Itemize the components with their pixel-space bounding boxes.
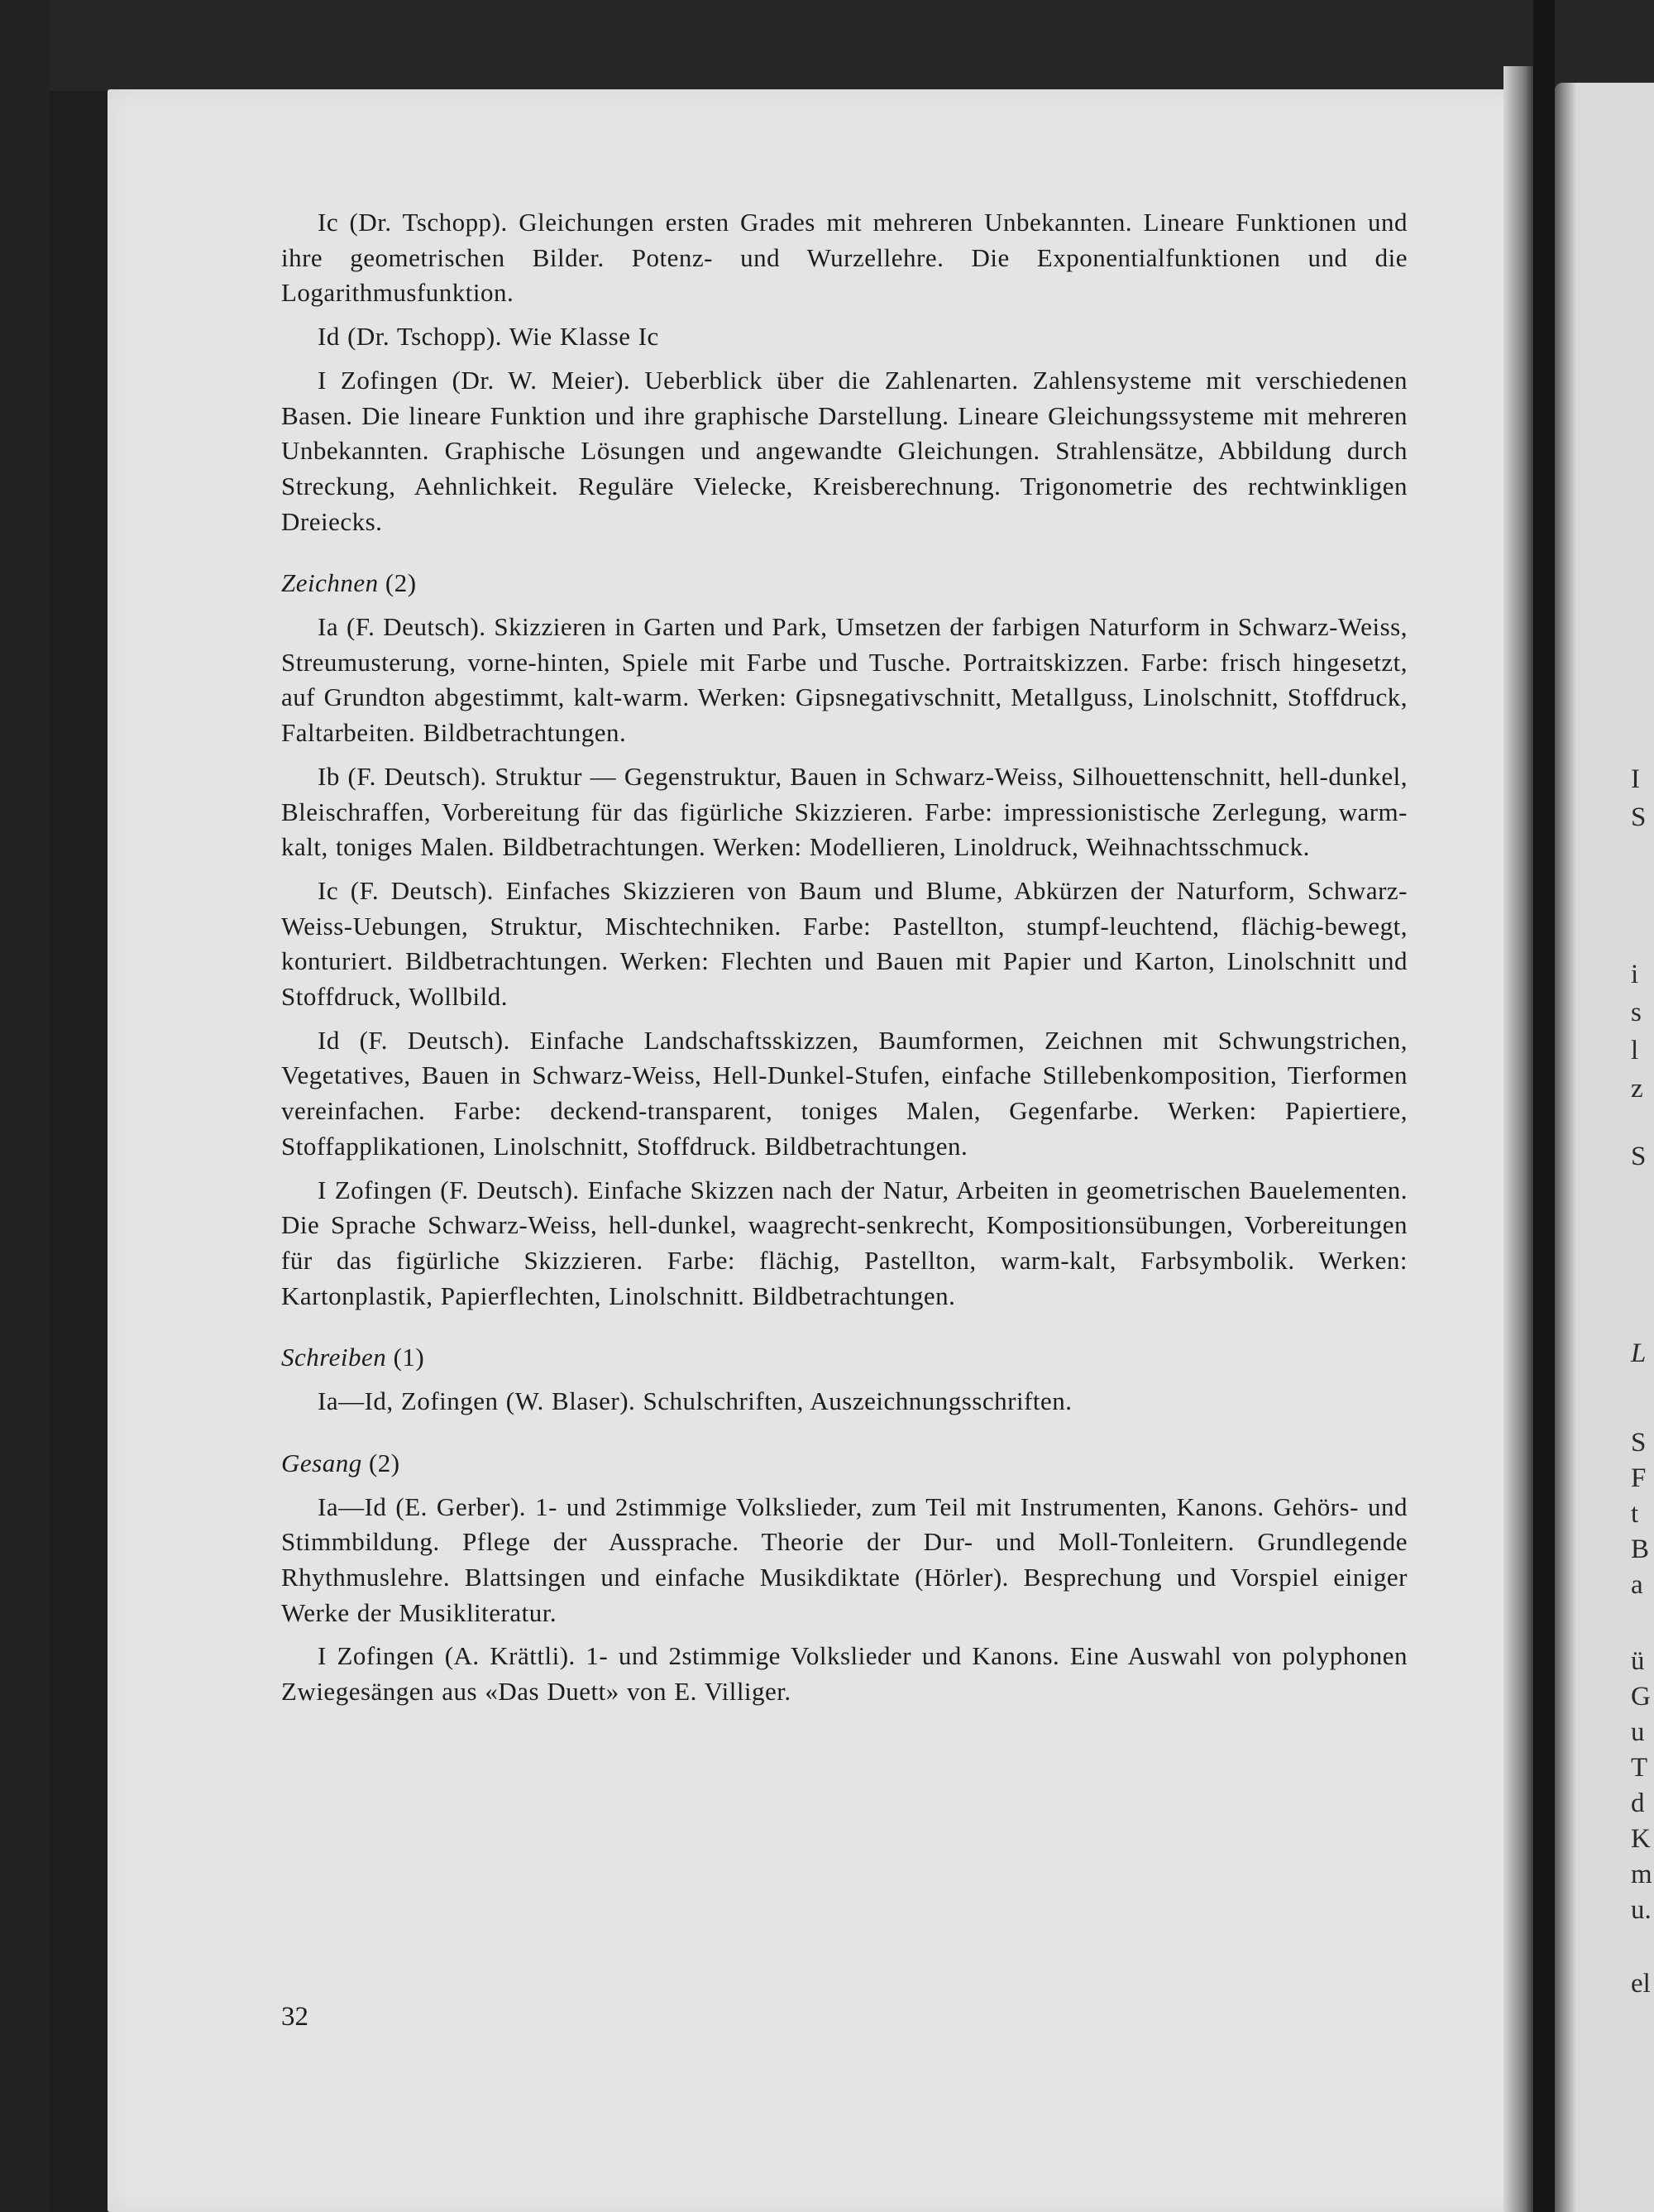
next-page-fragment: F: [1631, 1463, 1647, 1493]
paragraph: Ic (Dr. Tschopp). Gleichungen ersten Grades mit mehreren Unbekannten. Lineare Funktionen und ihre geometrischen Bilder. Potenz- und Wurzellehre. Die Exponentialfunktionen und die Logarithmusfunktion.: [281, 208, 1408, 308]
next-page-fragment: a: [1631, 1570, 1643, 1600]
next-page-fragment: d: [1631, 1788, 1645, 1818]
next-page-fragment: l: [1631, 1036, 1639, 1065]
next-page-fragment: el: [1631, 1969, 1651, 1999]
next-page-fragment: B: [1631, 1535, 1650, 1564]
next-page-fragment: K: [1631, 1824, 1651, 1854]
section-hours: (2): [368, 1448, 400, 1477]
section-heading-schreiben: [281, 1314, 1408, 1384]
paragraph: Ib (F. Deutsch). Struktur — Gegenstruktur, Bauen in Schwarz-Weiss, Silhouettenschnitt, hell-dunkel, Bleischraffen, Vorbereitung für das figürliche Skizzieren. Farbe: impressionistische Zerlegung, warm-kalt, toniges Malen. Bildbetrachtungen. Werken: Modellieren, Linoldruck, Weihnachtsschmuck.: [281, 761, 1408, 862]
section-heading-gesang: [281, 1420, 1408, 1490]
paragraph: Ia—Id, Zofingen (W. Blaser). Schulschriften, Auszeichnungsschriften.: [318, 1386, 1073, 1416]
section-title: Gesang: [281, 1448, 362, 1477]
paragraph: Id (Dr. Tschopp). Wie Klasse Ic: [318, 322, 659, 352]
next-page-fragment: S: [1631, 1428, 1647, 1458]
next-page-fragment: m: [1631, 1860, 1652, 1889]
paragraph: Ic (F. Deutsch). Einfaches Skizzieren von Baum und Blume, Abkürzen der Naturform, Schwarz-Weiss-Uebungen, Struktur, Mischtechniken. Farbe: Pastellton, stumpf-leuchtend, flächig-bewegt, konturiert. Bildbetrachtungen. Werken: Flechten und Bauen mit Papier und Karton, Linolschnitt und Stoffdruck, Wollbild.: [281, 875, 1408, 1012]
section-hours: (2): [385, 568, 417, 598]
next-page-fragment: L: [1631, 1338, 1647, 1368]
scan-background-left: [0, 0, 50, 2212]
paragraph: I Zofingen (A. Krättli). 1- und 2stimmige Volkslieder und Kanons. Eine Auswahl von polyphonen Zwiegesängen aus «Das Duett» von E. Villiger.: [281, 1641, 1408, 1707]
scan-background-top: [0, 0, 1654, 91]
next-page-fragment: G: [1631, 1682, 1651, 1712]
next-page-fragment: ü: [1631, 1646, 1645, 1676]
page-number: 32: [281, 2002, 308, 2032]
next-page-fragment: t: [1631, 1499, 1639, 1529]
paragraph: Id (F. Deutsch). Einfache Landschaftsskizzen, Baumformen, Zeichnen mit Schwungstrichen, Vegetatives, Bauen in Schwarz-Weiss, Hell-Dunkel-Stufen, einfache Stillebenkomposition, Tierformen vereinfachen. Farbe: deckend-transparent, toniges Malen, Gegenfarbe. Werken: Papiertiere, Stoffapplikationen, Linolschnitt, Stoffdruck. Bildbetrachtungen.: [281, 1025, 1408, 1161]
section-title: Zeichnen: [281, 568, 379, 598]
next-page-fragment: z: [1631, 1074, 1643, 1104]
page-text: [281, 205, 1408, 1710]
next-page-edge: [1555, 83, 1654, 2212]
next-page-fragment: T: [1631, 1753, 1648, 1783]
next-page-fragment: S: [1631, 802, 1647, 832]
paragraph: Ia (F. Deutsch). Skizzieren in Garten und Park, Umsetzen der farbigen Naturform in Schwarz-Weiss, Streumusterung, vorne-hinten, Spiele mit Farbe und Tusche. Portraitskizzen. Farbe: frisch hingesetzt, auf Grundton abgestimmt, kalt-warm. Werken: Gipsnegativschnitt, Metallguss, Linolschnitt, Stoffdruck, Faltarbeiten. Bildbetrachtungen.: [281, 612, 1408, 748]
section-title: Schreiben: [281, 1343, 387, 1372]
next-page-fragment: i: [1631, 960, 1639, 989]
section-hours: (1): [393, 1343, 425, 1372]
next-page-fragment: s: [1631, 998, 1642, 1027]
paragraph: I Zofingen (Dr. W. Meier). Ueberblick über die Zahlenarten. Zahlensysteme mit verschiedenen Basen. Die lineare Funktion und ihre graphische Darstellung. Lineare Gleichungssysteme mit mehreren Unbekannten. Graphische Lösungen und angewandte Gleichungen. Strahlensätze, Abbildung durch Streckung, Aehnlichkeit. Reguläre Vielecke, Kreisberechnung. Trigonometrie des rechtwinkligen Dreiecks.: [281, 365, 1408, 536]
next-page-fragment: u: [1631, 1717, 1645, 1747]
next-page-fragment: S: [1631, 1142, 1647, 1171]
book-gutter: [1533, 0, 1555, 2212]
paragraph: Ia—Id (E. Gerber). 1- und 2stimmige Volkslieder, zum Teil mit Instrumenten, Kanons. Gehörs- und Stimmbildung. Pflege der Aussprache. Theorie der Dur- und Moll-Tonleitern. Grundlegende Rhythmuslehre. Blattsingen und einfache Musikdiktate (Hörler). Besprechung und Vorspiel einiger Werke der Musikliteratur.: [281, 1491, 1408, 1627]
next-page-fragment: I: [1631, 764, 1640, 794]
next-page-fragment: u.: [1631, 1895, 1652, 1925]
page-edge-shadow: [1503, 66, 1533, 2212]
section-heading-zeichnen: [281, 539, 1408, 610]
paragraph: I Zofingen (F. Deutsch). Einfache Skizzen nach der Natur, Arbeiten in geometrischen Bauelementen. Die Sprache Schwarz-Weiss, hell-dunkel, waagrecht-senkrecht, Kompositionsübungen, Vorbereitungen für das figürliche Skizzieren. Farbe: flächig, Pastellton, warm-kalt, Farbsymbolik. Werken: Kartonplastik, Papierflechten, Linolschnitt. Bildbetrachtungen.: [281, 1175, 1408, 1310]
next-page-shadow: [1555, 83, 1576, 2212]
